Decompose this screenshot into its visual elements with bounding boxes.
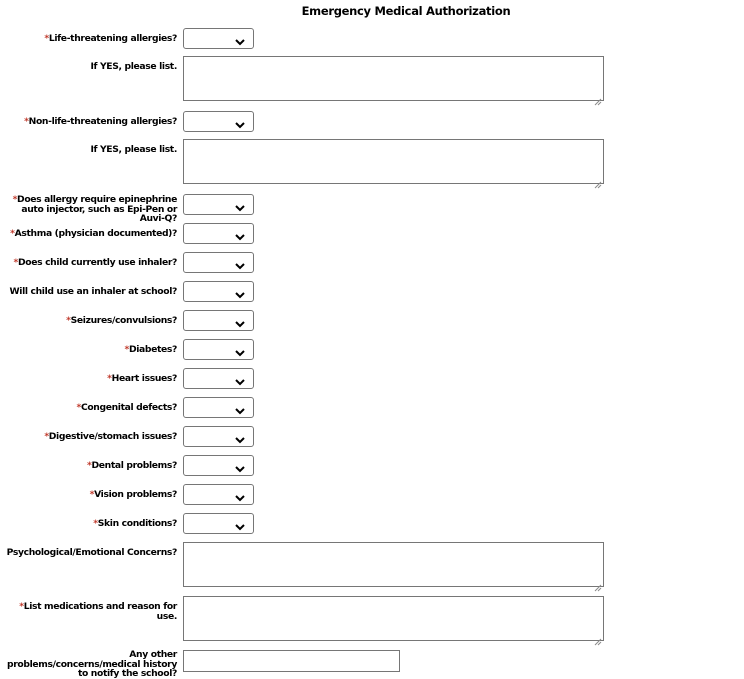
required-asterisk: * [76, 402, 81, 413]
chevron-down-icon [234, 402, 246, 414]
resize-grip-icon[interactable] [594, 91, 602, 99]
diabetes-select[interactable] [183, 339, 254, 360]
does-child-currently-use-inhaler-select[interactable] [183, 252, 254, 273]
field-label-text: Will child use an inhaler at school? [9, 286, 177, 297]
field-label-text: Seizures/convulsions? [70, 315, 177, 326]
field-label-text: Asthma (physician documented)? [14, 228, 177, 239]
heart-issues-select[interactable] [183, 368, 254, 389]
chevron-down-icon [234, 116, 246, 128]
required-asterisk: * [13, 257, 18, 268]
page-title: Emergency Medical Authorization [301, 4, 511, 18]
required-asterisk: * [19, 601, 24, 612]
field-label [0, 461, 177, 471]
field-label [0, 519, 177, 529]
chevron-down-icon [234, 257, 246, 269]
chevron-down-icon [234, 373, 246, 385]
field-label [0, 345, 177, 355]
field-label-text: Any other problems/concerns/medical history to notify the school? [6, 649, 177, 679]
field-label-text: If YES, please list. [90, 144, 177, 155]
required-asterisk: * [44, 431, 49, 442]
field-label-text: Digestive/stomach issues? [48, 431, 177, 442]
chevron-down-icon [234, 489, 246, 501]
does-allergy-require-epinephrine-auto-in-select[interactable] [183, 194, 254, 215]
field-label-text: Skin conditions? [97, 518, 177, 529]
if-yes-please-list-textarea[interactable] [183, 56, 604, 101]
field-label-text: If YES, please list. [90, 61, 177, 72]
chevron-down-icon [234, 315, 246, 327]
field-label-text: Dental problems? [91, 460, 177, 471]
field-label-text: Psychological/Emotional Concerns? [6, 547, 177, 558]
resize-grip-icon[interactable] [594, 577, 602, 585]
field-label-text: Life-threatening allergies? [48, 33, 177, 44]
list-medications-and-reason-for-use-textarea[interactable] [183, 596, 604, 641]
chevron-down-icon [234, 199, 246, 211]
field-label [0, 316, 177, 326]
field-label-text: Does child currently use inhaler? [17, 257, 177, 268]
vision-problems-select[interactable] [183, 484, 254, 505]
field-label [0, 650, 177, 679]
field-label [0, 145, 177, 155]
chevron-down-icon [234, 286, 246, 298]
field-label [0, 117, 177, 127]
resize-grip-icon[interactable] [594, 174, 602, 182]
field-label [0, 403, 177, 413]
chevron-down-icon [234, 228, 246, 240]
field-label-text: Diabetes? [128, 344, 177, 355]
field-label-text: Non-life-threatening allergies? [28, 116, 177, 127]
required-asterisk: * [66, 315, 71, 326]
dental-problems-select[interactable] [183, 455, 254, 476]
chevron-down-icon [234, 518, 246, 530]
chevron-down-icon [234, 460, 246, 472]
field-label [0, 374, 177, 384]
required-asterisk: * [44, 33, 49, 44]
will-child-use-an-inhaler-at-school-select[interactable] [183, 281, 254, 302]
required-asterisk: * [87, 460, 92, 471]
other-concerns-input[interactable] [183, 650, 400, 672]
field-label-text: List medications and reason for use. [23, 601, 177, 622]
field-label [0, 432, 177, 442]
field-label [0, 548, 177, 558]
digestive-stomach-issues-select[interactable] [183, 426, 254, 447]
field-label-text: Vision problems? [94, 489, 177, 500]
if-yes-please-list-textarea[interactable] [183, 139, 604, 184]
field-label [0, 287, 177, 297]
non-life-threatening-allergies-select[interactable] [183, 111, 254, 132]
required-asterisk: * [12, 194, 18, 205]
required-asterisk: * [124, 344, 129, 355]
required-asterisk: * [93, 518, 98, 529]
resize-grip-icon[interactable] [594, 631, 602, 639]
congenital-defects-select[interactable] [183, 397, 254, 418]
skin-conditions-select[interactable] [183, 513, 254, 534]
required-asterisk: * [24, 116, 29, 127]
field-label [0, 34, 177, 44]
field-label-text: Heart issues? [111, 373, 177, 384]
required-asterisk: * [89, 489, 95, 500]
field-label [0, 602, 177, 621]
field-label [0, 258, 177, 268]
chevron-down-icon [234, 33, 246, 45]
asthma-physician-documented-select[interactable] [183, 223, 254, 244]
psychological-emotional-concerns-textarea[interactable] [183, 542, 604, 587]
field-label [0, 229, 177, 239]
seizures-convulsions-select[interactable] [183, 310, 254, 331]
field-label-text: Congenital defects? [80, 402, 177, 413]
field-label-text: Does allergy require epinephrine auto injector, such as Epi-Pen or Auvi-Q? [17, 194, 177, 224]
chevron-down-icon [234, 344, 246, 356]
required-asterisk: * [10, 228, 15, 239]
field-label [0, 195, 177, 224]
field-label [0, 490, 177, 500]
life-threatening-allergies-select[interactable] [183, 28, 254, 49]
required-asterisk: * [107, 373, 112, 384]
field-label [0, 62, 177, 72]
chevron-down-icon [234, 431, 246, 443]
